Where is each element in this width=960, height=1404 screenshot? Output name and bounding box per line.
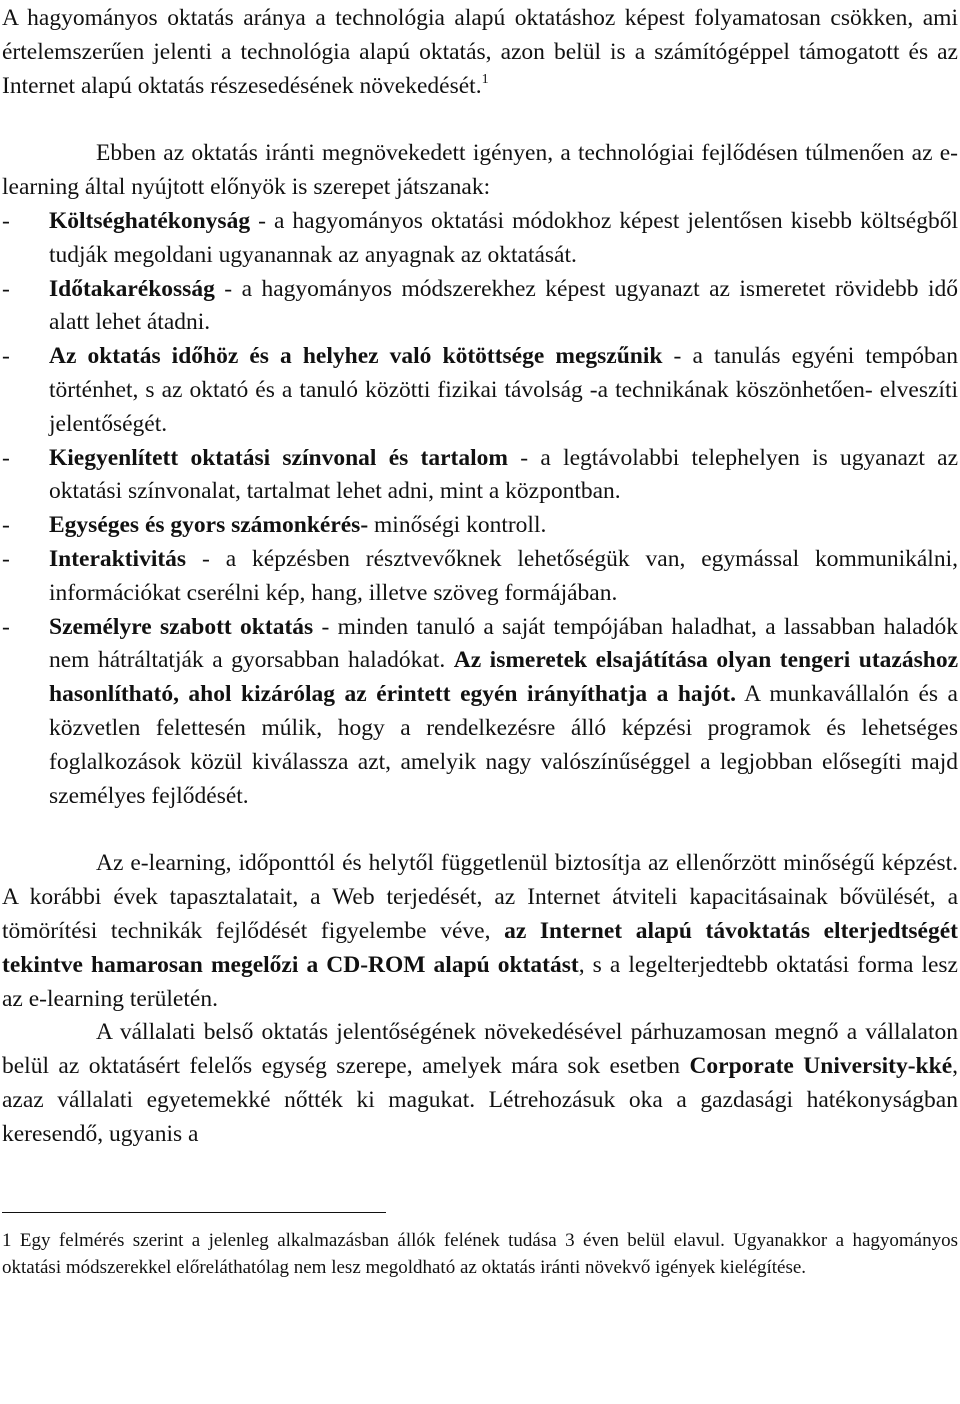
intro-paragraph-text: A hagyományos oktatás aránya a technológia alapú oktatáshoz képest folyamatosan csökken, ami értelemszerűen jelenti a technológia alapú oktatás, azon belül is a számítógéppel támogatott és az Internet alapú oktatás részesedésének növekedését. [2, 5, 958, 99]
list-item-text: - a hagyományos módszerekhez képest ugyanazt az ismeretet rövidebb idő alatt lehet átadni. [49, 275, 958, 336]
footnote-text: Egy felmérés szerint a jelenleg alkalmazásban állók felének tudása 3 éven belül elavul. Ugyanakkor a hagyományos oktatási módszerekkel előreláthatólag nem lesz megoldható az oktatás iránti növekvő igények kielégítése. [2, 1229, 958, 1278]
document-page [2, 0, 958, 1281]
list-item-cost-efficiency [2, 205, 958, 273]
list-item-title: Egységes és gyors számonkérés- [49, 512, 369, 539]
list-item-interactivity [2, 543, 958, 611]
list-item-title: Személyre szabott oktatás [49, 613, 314, 640]
list-dash: - [2, 343, 10, 370]
list-item-text: - a hagyományos oktatási módokhoz képest jelentősen kisebb költségből tudják megoldani ugyanannak az anyagnak az oktatását. [49, 207, 958, 268]
list-item-balanced-quality [2, 442, 958, 510]
list-item-title: Költséghatékonyság [49, 207, 251, 234]
footnote [2, 1227, 958, 1281]
footnote-reference[interactable]: 1 [481, 71, 489, 87]
paragraph-text-continued: , s a legelterjedtebb oktatási forma lesz az e-learning területén. [2, 951, 958, 1012]
list-item-text-continued: A munkavállalón és a közvetlen felettesén múlik, hogy a rendelkezésre álló képzési programok és lehetséges foglalkozások közül kiválassza azt, amelyik nagy valószínűséggel a legjobban elősegíti majd személyes fejlődését. [49, 681, 958, 809]
list-dash: - [2, 275, 10, 302]
footnote-number: 1 [2, 1229, 12, 1251]
list-dash: - [2, 207, 10, 234]
paragraph-text-continued: , azaz vállalati egyetemekké nőtték ki magukat. Létrehozásuk oka a gazdasági hatékonyságban keresendő, ugyanis a [2, 1053, 958, 1147]
corporate-university-paragraph [2, 1016, 958, 1151]
footnote-divider [2, 1212, 386, 1213]
paragraph-emphasis: az Internet alapú távoktatás elterjedtségét tekintve hamarosan megelőzi a CD-ROM alapú oktatást [2, 917, 958, 978]
paragraph-text: A vállalati belső oktatás jelentőségének növekedésével párhuzamosan megnő a vállalaton belül az oktatásért felelős egység szerepe, amelyek mára sok esetben [2, 1019, 958, 1080]
list-item-text: - a legtávolabbi telephelyen is ugyanazt az oktatási színvonalat, tartalmat lehet adni, mint a központban. [49, 444, 959, 505]
list-item-text: - a képzésben résztvevőknek lehetőségük van, egymással kommunikálni, információkat cserélni kép, hang, illetve szöveg formájában. [49, 545, 958, 606]
list-item-text: minőségi kontroll. [368, 512, 547, 539]
internet-distance-learning-paragraph [2, 847, 958, 1016]
list-item-title: Az oktatás időhöz és a helyhez való kötöttsége megszűnik [49, 343, 663, 370]
list-item-emphasis: Az ismeretek elsajátítása olyan tengeri utazáshoz hasonlítható, ahol kizárólag az érintett egyén irányíthatja a hajót. [49, 647, 958, 708]
list-item-text: - a tanulás egyéni tempóban történhet, s az oktató és a tanuló közötti fizikai távolság -a technikának köszönhetően- elveszíti jelentőségét. [49, 343, 958, 437]
list-item-title: Interaktivitás [49, 545, 187, 572]
list-item-time-saving [2, 273, 958, 341]
paragraph-text: Az e-learning, időponttól és helytől függetlenül biztosítja az ellenőrzött minőségű képzést. A korábbi évek tapasztalatait, a Web terjedését, az Internet átviteli kapacitásainak bővülését, a tömörítési technikák fejlődését figyelembe véve, [2, 850, 958, 944]
list-dash: - [2, 545, 10, 572]
list-item-personalized-learning [2, 611, 958, 814]
intro-paragraph [2, 0, 958, 103]
list-dash: - [2, 613, 10, 640]
list-item-title: Időtakarékosság [49, 275, 215, 302]
advantages-list [2, 205, 958, 813]
advantages-intro-paragraph [2, 137, 958, 205]
list-item-uniform-assessment [2, 509, 958, 543]
list-dash: - [2, 444, 10, 471]
list-item-text: - minden tanuló a saját tempójában haladhat, a lassabban haladók nem hátráltatják a gyorsabban haladókat. [49, 613, 958, 674]
advantages-intro-text: Ebben az oktatás iránti megnövekedett igényen, a technológiai fejlődésen túlmenően az e-learning által nyújtott előnyök is szerepet játszanak: [2, 140, 958, 201]
paragraph-emphasis: Corporate University-kké [689, 1053, 953, 1080]
list-item-time-place-independence [2, 340, 958, 441]
list-item-title: Kiegyenlített oktatási színvonal és tartalom [49, 444, 508, 471]
list-dash: - [2, 512, 10, 539]
